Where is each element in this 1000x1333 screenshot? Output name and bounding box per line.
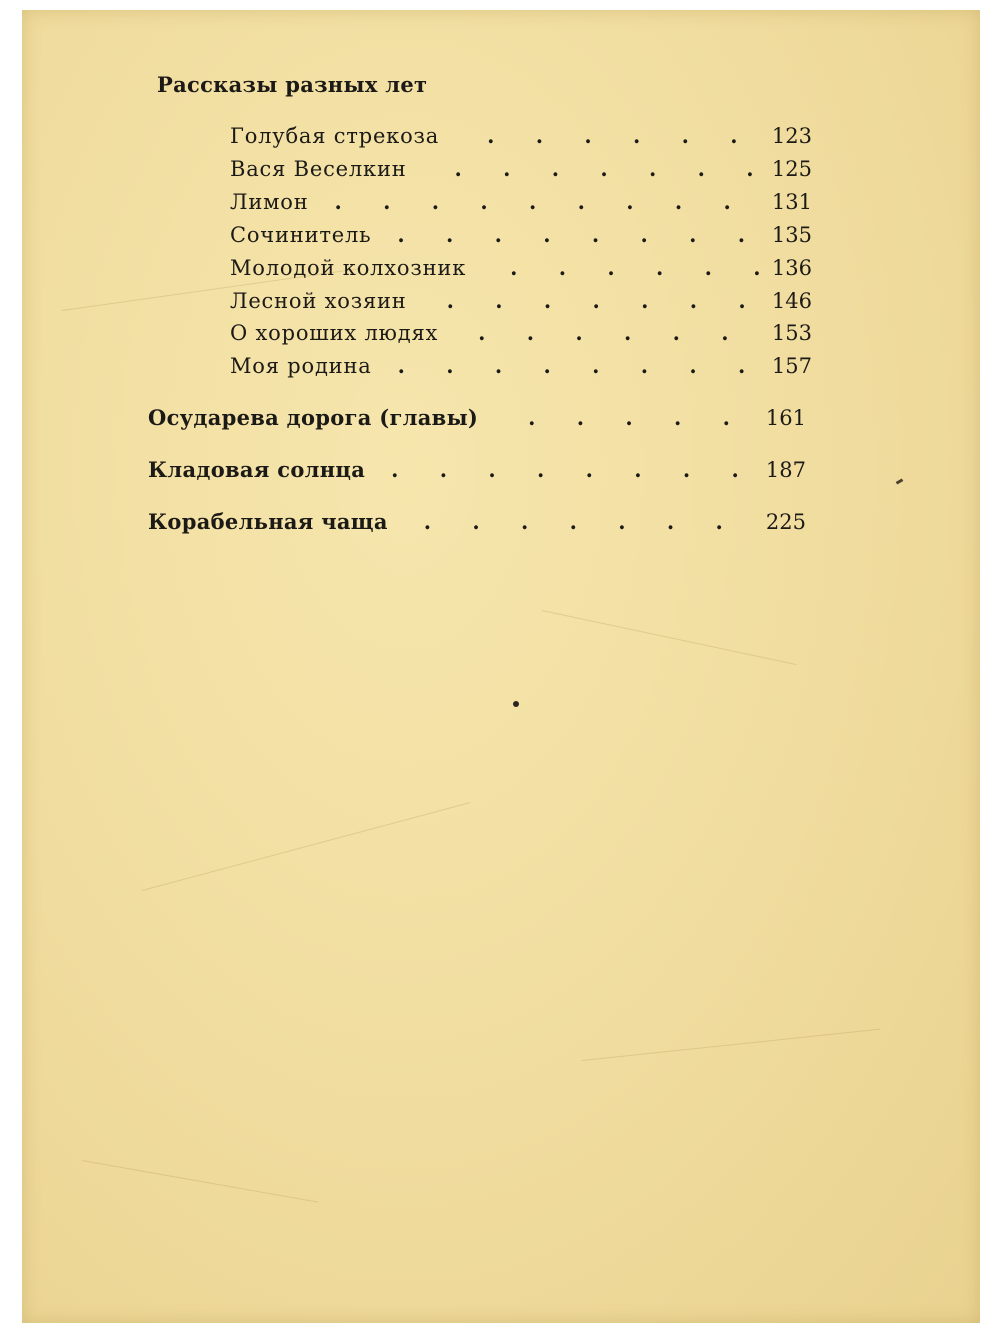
toc-entry-page: 146 <box>771 289 812 313</box>
toc-entry <box>230 123 812 148</box>
paper-scratch <box>582 1029 880 1061</box>
toc-entry-page: 136 <box>771 256 812 280</box>
section-title: Рассказы разных лет <box>157 72 428 97</box>
dot-leader <box>528 405 760 430</box>
toc-entry <box>230 353 812 378</box>
toc-entry-page: 187 <box>765 458 806 482</box>
toc-entry-title: Вася Веселкин <box>230 157 407 181</box>
toc-entry-title: Корабельная чаща <box>148 509 388 534</box>
toc-entry-page: 135 <box>771 223 812 247</box>
toc-entry-title: Сочинитель <box>230 223 372 247</box>
toc-main-entry <box>148 405 806 430</box>
paper-scratch <box>82 1160 319 1203</box>
toc-entry <box>230 288 812 313</box>
dot-leader <box>398 353 766 378</box>
toc-entry-page: 225 <box>765 510 806 534</box>
dot-leader <box>447 288 766 313</box>
dot-leader <box>478 320 766 345</box>
toc-entry-title: Осударева дорога (главы) <box>148 405 479 430</box>
toc-entry-title: Моя родина <box>230 354 372 378</box>
dot-leader <box>397 222 766 247</box>
toc-entry-page: 123 <box>771 124 812 148</box>
toc-entry-title: Кладовая солнца <box>148 457 366 482</box>
toc-entry-title: О хороших людях <box>230 321 439 345</box>
dot-leader <box>487 123 766 148</box>
toc-entry <box>230 255 812 280</box>
toc-entry <box>230 320 812 345</box>
dot-leader <box>455 156 766 181</box>
toc-entry-page: 131 <box>771 190 812 214</box>
toc-entry-title: Лесной хозяин <box>230 289 407 313</box>
paper-scratch <box>542 610 797 665</box>
dot-leader <box>335 189 766 214</box>
paper-scratch <box>142 802 471 891</box>
toc-entry <box>230 189 812 214</box>
toc-main-entry <box>148 457 806 482</box>
toc-entry-page: 161 <box>765 406 806 430</box>
toc-entry-page: 125 <box>771 157 812 181</box>
ink-speck <box>513 701 519 707</box>
book-page <box>22 10 980 1323</box>
toc-entry-page: 153 <box>771 321 812 345</box>
toc-entry-title: Голубая стрекоза <box>230 124 440 148</box>
toc-entry-title: Молодой колхозник <box>230 256 467 280</box>
toc-entry <box>230 156 812 181</box>
toc-main-entry <box>148 509 806 534</box>
toc-entry <box>230 222 812 247</box>
dot-leader <box>424 509 760 534</box>
dot-leader <box>510 255 766 280</box>
toc-entry-title: Лимон <box>230 190 309 214</box>
dot-leader <box>391 457 760 482</box>
ink-speck <box>896 478 904 484</box>
toc-entry-page: 157 <box>771 354 812 378</box>
